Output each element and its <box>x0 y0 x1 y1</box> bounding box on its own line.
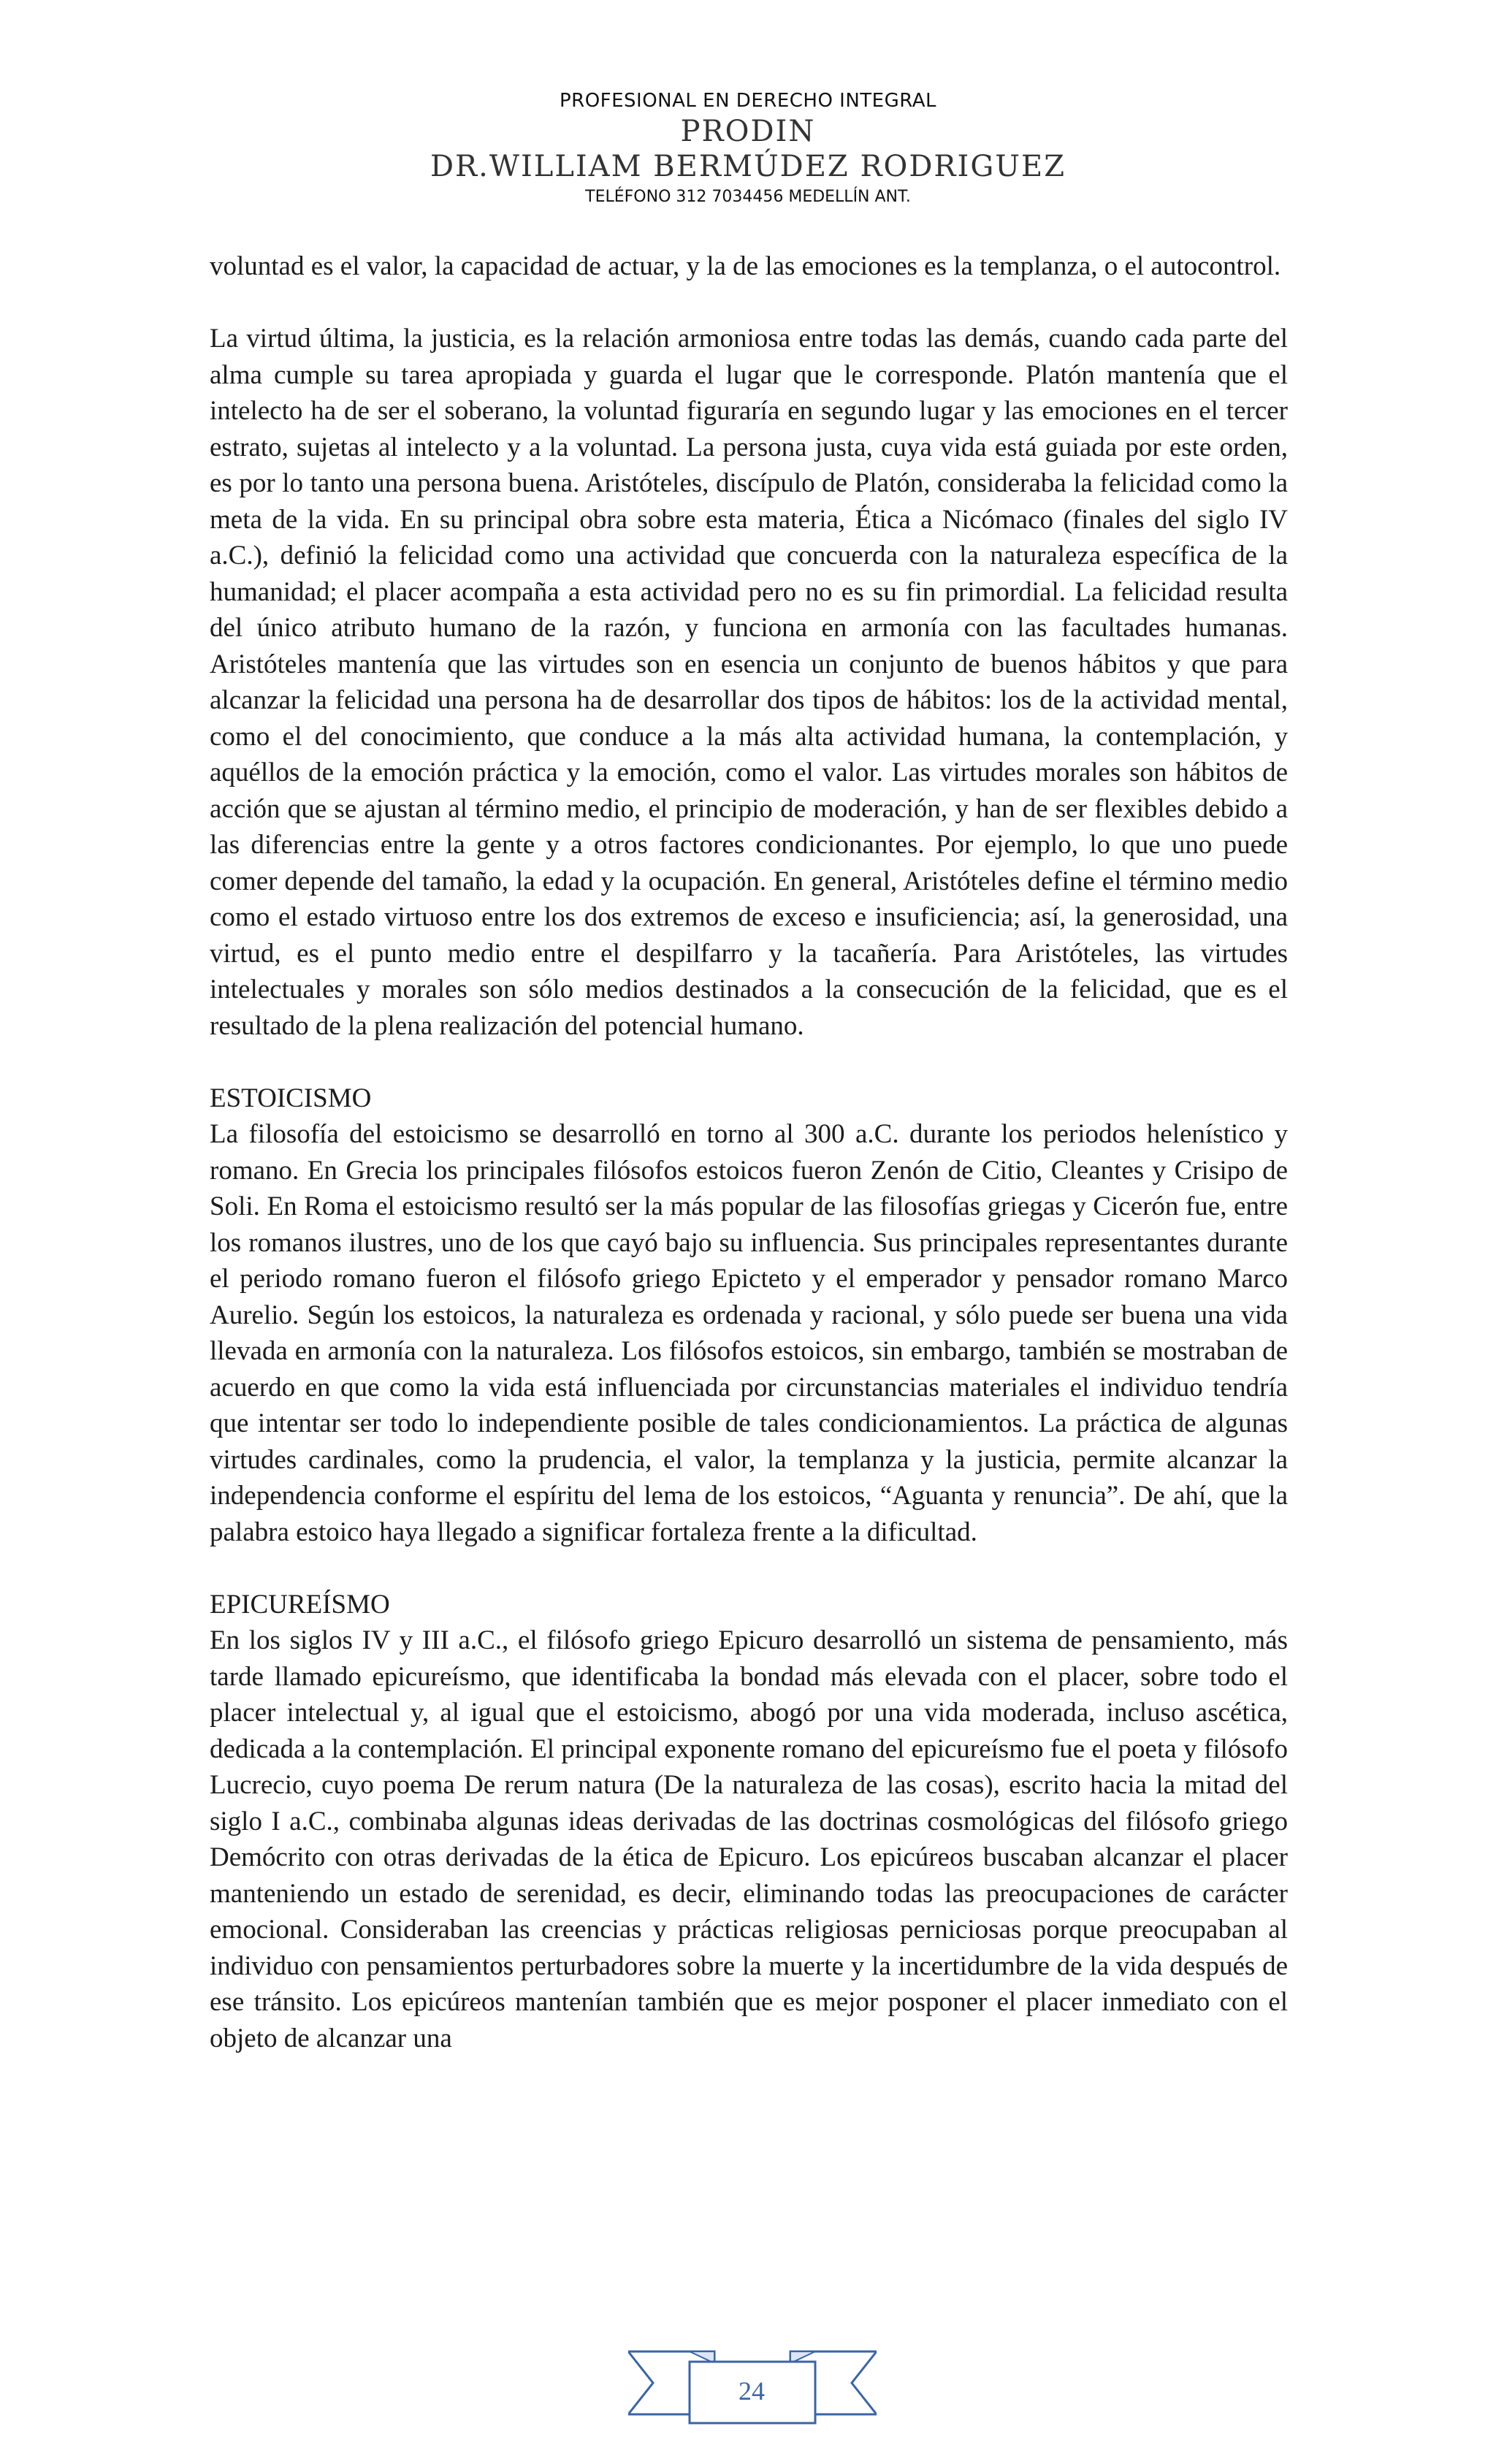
page-number: 24 <box>739 2376 765 2406</box>
header-author: DR.WILLIAM BERMÚDEZ RODRIGUEZ <box>430 150 1066 183</box>
page-header <box>0 88 1496 210</box>
header-acronym: PRODIN <box>680 115 816 148</box>
heading-estoicismo: ESTOICISMO <box>210 1083 372 1113</box>
header-organization: PROFESIONAL EN DERECHO INTEGRAL <box>559 90 937 112</box>
page-footer <box>0 2347 1496 2427</box>
paragraph-continuation: voluntad es el valor, la capacidad de actuar, y la de las emociones es la templanza, o el autocontrol. <box>210 251 1281 281</box>
paragraph-epicureismo: En los siglos IV y III a.C., el filósofo griego Epicuro desarrolló un sistema de pensamiento, más tarde llamado epicureísmo, que identificaba la bondad más elevada con el placer, sobre todo el placer intelectual y, al igual que el estoicismo, abogó por una vida moderada, incluso ascética, dedicada a la contemplación. El principal exponente romano del epicureísmo fue el poeta y filósofo Lucrecio, cuyo poema De rerum natura (De la naturaleza de las cosas), escrito hacia la mitad del siglo I a.C., combinaba algunas ideas derivadas de las doctrinas cosmológicas del filósofo griego Demócrito con otras derivadas de la ética de Epicuro. Los epicúreos buscaban alcanzar el placer manteniendo un estado de serenidad, es decir, eliminando todas las preocupaciones de carácter emocional. Consideraban las creencias y prácticas religiosas perniciosas porque preocupaban al individuo con pensamientos perturbadores sobre la muerte y la incertidumbre de la vida después de ese tránsito. Los epicúreos mantenían también que es mejor posponer el placer inmediato con el objeto de alcanzar una <box>210 1625 1288 2053</box>
paragraph-estoicismo: La filosofía del estoicismo se desarrolló en torno al 300 a.C. durante los periodos helenístico y romano. En Grecia los principales filósofos estoicos fueron Zenón de Citio, Cleantes y Crisipo de Soli. En Roma el estoicismo resultó ser la más popular de las filosofías griegas y Cicerón fue, entre los romanos ilustres, uno de los que cayó bajo su influencia. Sus principales representantes durante el periodo romano fueron el filósofo griego Epicteto y el emperador y pensador romano Marco Aurelio. Según los estoicos, la naturaleza es ordenada y racional, y sólo puede ser buena una vida llevada en armonía con la naturaleza. Los filósofos estoicos, sin embargo, también se mostraban de acuerdo en que como la vida está influenciada por circunstancias materiales el individuo tendría que intentar ser todo lo independiente posible de tales condicionamientos. La práctica de algunas virtudes cardinales, como la prudencia, el valor, la templanza y la justicia, permite alcanzar la independencia conforme el espíritu del lema de los estoicos, “Aguanta y renuncia”. De ahí, que la palabra estoico haya llegado a significar fortaleza frente a la dificultad. <box>210 1119 1288 1547</box>
document-body <box>210 248 1288 2056</box>
header-contact: TELÉFONO 312 7034456 MEDELLÍN ANT. <box>585 188 911 206</box>
paragraph-justicia: La virtud última, la justicia, es la relación armoniosa entre todas las demás, cuando cada parte del alma cumple su tarea apropiada y guarda el lugar que le corresponde. Platón mantenía que el intelecto ha de ser el soberano, la voluntad figuraría en segundo lugar y las emociones en el tercer estrato, sujetas al intelecto y a la voluntad. La persona justa, cuya vida está guiada por este orden, es por lo tanto una persona buena. Aristóteles, discípulo de Platón, consideraba la felicidad como la meta de la vida. En su principal obra sobre esta materia, Ética a Nicómaco (finales del siglo IV a.C.), definió la felicidad como una actividad que concuerda con la naturaleza específica de la humanidad; el placer acompaña a esta actividad pero no es su fin primordial. La felicidad resulta del único atributo humano de la razón, y funciona en armonía con las facultades humanas. Aristóteles mantenía que las virtudes son en esencia un conjunto de buenos hábitos y que para alcanzar la felicidad una persona ha de desarrollar dos tipos de hábitos: los de la actividad mental, como el del conocimiento, que conduce a la más alta actividad humana, la contemplación, y aquéllos de la emoción práctica y la emoción, como el valor. Las virtudes morales son hábitos de acción que se ajustan al término medio, el principio de moderación, y han de ser flexibles debido a las diferencias entre la gente y a otros factores condicionantes. Por ejemplo, lo que uno puede comer depende del tamaño, la edad y la ocupación. En general, Aristóteles define el término medio como el estado virtuoso entre los dos extremos de exceso e insuficiencia; así, la generosidad, una virtud, es el punto medio entre el despilfarro y la tacañería. Para Aristóteles, las virtudes intelectuales y morales son sólo medios destinados a la consecución de la felicidad, que es el resultado de la plena realización del potencial humano. <box>210 324 1288 1041</box>
heading-epicureismo: EPICUREÍSMO <box>210 1589 390 1620</box>
